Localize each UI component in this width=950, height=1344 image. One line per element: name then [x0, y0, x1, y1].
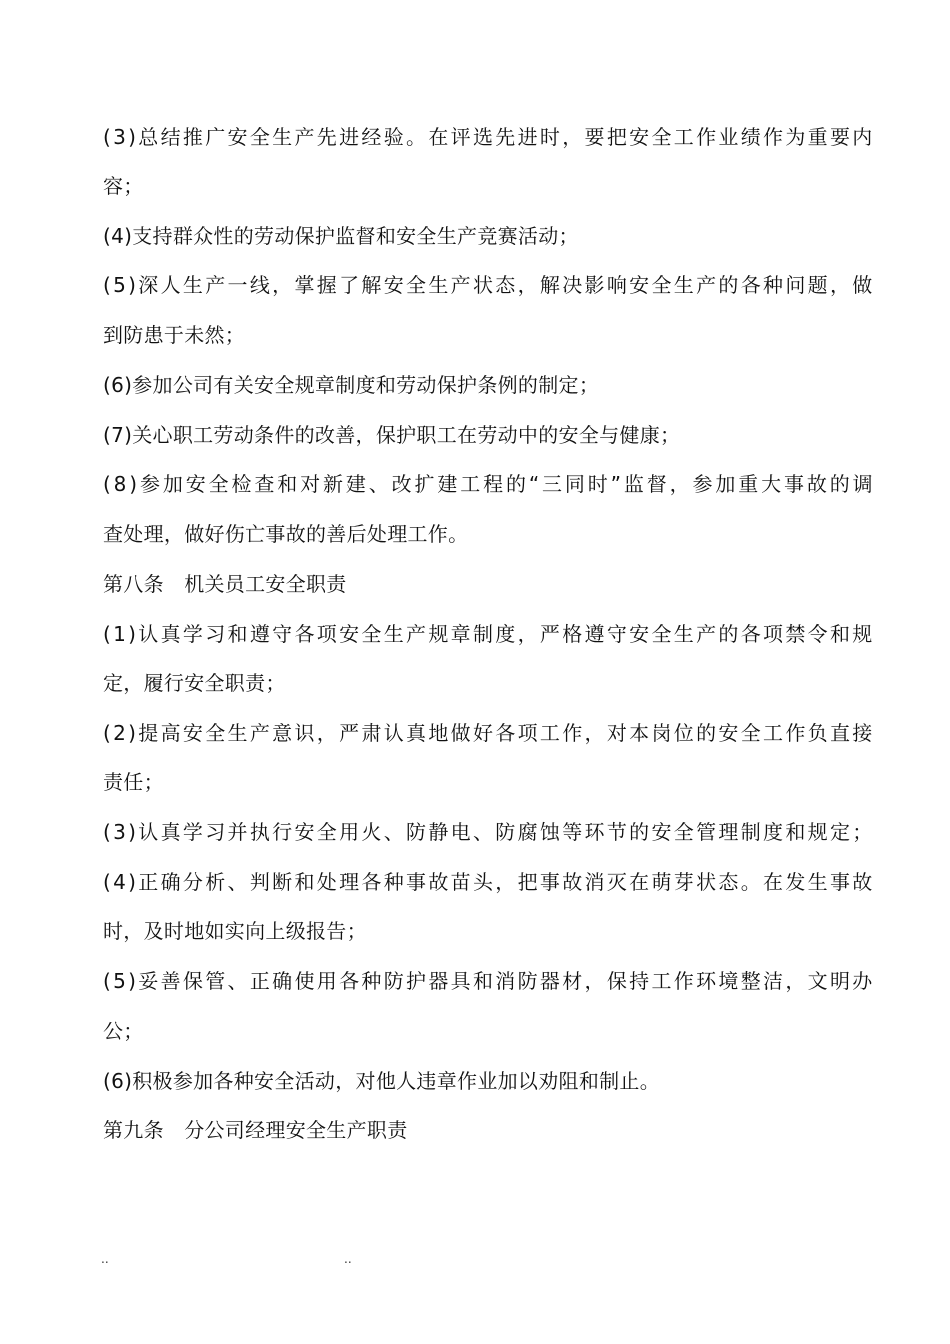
- text-line: (4)支持群众性的劳动保护监督和安全生产竞赛活动；: [103, 224, 579, 248]
- section-heading: 第九条 分公司经理安全生产职责: [103, 1118, 408, 1142]
- text-line: 容；: [103, 174, 144, 198]
- text-line: 时，及时地如实向上级报告；: [103, 919, 367, 943]
- text-line: (6)参加公司有关安全规章制度和劳动保护条例的制定；: [103, 373, 600, 397]
- text-line: 定，履行安全职责；: [103, 671, 286, 695]
- footer-mark-left: ..: [101, 1252, 109, 1266]
- text-line: ( 3 ) 认 真 学 习 并 执 行 安 全 用 火 、 防 静 电 、 防 腐 蚀 等 环 节 的 安 全 管 理 制 度 和 规 定 ；: [103, 820, 873, 844]
- text-line: ( 4 ) 正 确 分 析 、 判 断 和 处 理 各 种 事 故 苗 头 ， 把 事 故 消 灭 在 萌 芽 状 态 。 在 发 生 事 故: [103, 870, 873, 894]
- text-line: 公；: [103, 1019, 144, 1043]
- text-line: (6)积极参加各种安全活动，对他人违章作业加以劝阻和制止。: [103, 1069, 661, 1093]
- text-line: 责任；: [103, 770, 164, 794]
- section-heading: 第八条 机关员工安全职责: [103, 572, 347, 596]
- text-line: ( 8 ) 参 加 安 全 检 查 和 对 新 建 、 改 扩 建 工 程 的 “ 三 同 时 ” 监 督 ， 参 加 重 大 事 故 的 调: [103, 472, 873, 496]
- footer-mark-right: ..: [344, 1252, 352, 1266]
- text-line: (7)关心职工劳动条件的改善，保护职工在劳动中的安全与健康；: [103, 423, 681, 447]
- text-line: ( 2 ) 提 高 安 全 生 产 意 识 ， 严 肃 认 真 地 做 好 各 项 工 作 ， 对 本 岗 位 的 安 全 工 作 负 直 接: [103, 721, 873, 745]
- text-line: ( 5 ) 妥 善 保 管 、 正 确 使 用 各 种 防 护 器 具 和 消 防 器 材 ， 保 持 工 作 环 境 整 洁 ， 文 明 办: [103, 969, 873, 993]
- text-line: ( 3 ) 总 结 推 广 安 全 生 产 先 进 经 验 。 在 评 选 先 进 时 ， 要 把 安 全 工 作 业 绩 作 为 重 要 内: [103, 125, 873, 149]
- text-line: ( 5 ) 深 人 生 产 一 线 ， 掌 握 了 解 安 全 生 产 状 态 ， 解 决 影 响 安 全 生 产 的 各 种 问 题 ， 做: [103, 273, 873, 297]
- text-line: 查处理，做好伤亡事故的善后处理工作。: [103, 522, 469, 546]
- text-line: 到防患于未然；: [103, 323, 246, 347]
- text-line: ( 1 ) 认 真 学 习 和 遵 守 各 项 安 全 生 产 规 章 制 度 ， 严 格 遵 守 安 全 生 产 的 各 项 禁 令 和 规: [103, 622, 873, 646]
